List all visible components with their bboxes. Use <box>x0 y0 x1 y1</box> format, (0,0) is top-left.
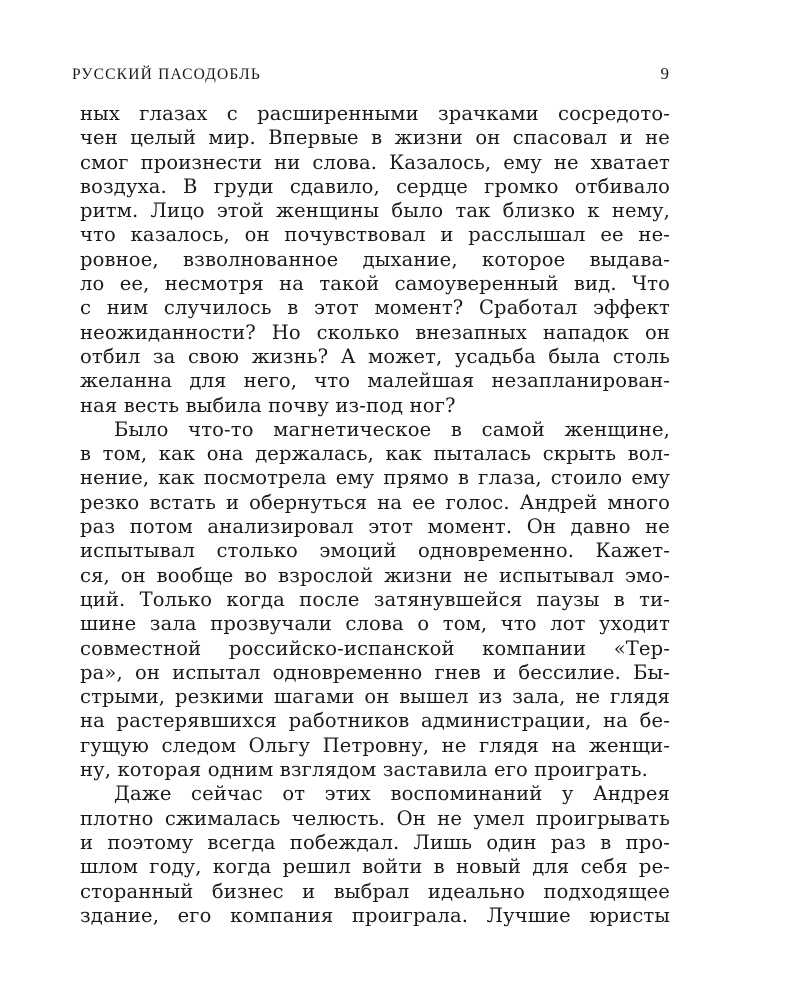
text-line: нение, как посмотрела ему прямо в глаза, стоило ему <box>80 466 670 490</box>
text-line: с ним случилось в этот момент? Сработал эффект <box>80 296 670 320</box>
text-line: ло ее, несмотря на такой самоуверенный вид. Что <box>80 272 670 296</box>
text-line: в том, как она держалась, как пыталась скрыть вол- <box>80 442 670 466</box>
text-line: чен целый мир. Впервые в жизни он спасовал и не <box>80 126 670 150</box>
text-line: ная весть выбила почву из-под ног? <box>80 393 456 417</box>
text-line: и поэтому всегда побеждал. Лишь один раз в про- <box>80 830 670 854</box>
page-number: 9 <box>660 64 669 83</box>
text-line: отбил за свою жизнь? А может, усадьба была столь <box>80 344 670 368</box>
text-line: испытывал столько эмоций одновременно. Кажет- <box>80 539 670 563</box>
text-line: Было что-то магнетическое в самой женщине, <box>114 417 670 441</box>
text-line: что казалось, он почувствовал и расслышал ее не- <box>80 223 670 247</box>
text-line: ритм. Лицо этой женщины было так близко к нему, <box>80 199 670 223</box>
text-line: ровное, взволнованное дыхание, которое выдава- <box>80 247 670 271</box>
text-line: желанна для него, что малейшая незапланирован- <box>80 369 670 393</box>
paragraph <box>80 102 670 418</box>
paragraph <box>80 782 670 928</box>
text-line: ных глазах с расширенными зрачками сосредото- <box>80 102 670 125</box>
text-line: резко встать и обернуться на ее голос. Андрей много <box>80 490 670 514</box>
text-line: смог произнести ни слова. Казалось, ему не хватает <box>80 150 670 174</box>
text-line: воздуха. В груди сдавило, сердце громко отбивало <box>80 174 670 198</box>
text-line: Даже сейчас от этих воспоминаний у Андрея <box>114 782 670 806</box>
paragraph <box>80 418 670 782</box>
book-title: РУССКИЙ ПАСОДОБЛЬ <box>72 66 261 83</box>
text-line: сторанный бизнес и выбрал идеально подходящее <box>80 879 670 903</box>
text-line: стрыми, резкими шагами он вышел из зала, не глядя <box>80 685 670 709</box>
text-line: ра», он испытал одновременно гнев и бессилие. Бы- <box>80 660 670 684</box>
text-line: ций. Только когда после затянувшейся паузы в ти- <box>80 587 670 611</box>
running-header <box>72 64 669 86</box>
body-text <box>80 102 670 928</box>
text-line: шине зала прозвучали слова о том, что лот уходит <box>80 612 670 636</box>
text-line: гущую следом Ольгу Петровну, не глядя на женщи- <box>80 733 670 757</box>
text-line: плотно сжималась челюсть. Он не умел проигрывать <box>80 806 670 830</box>
text-line: на растерявшихся работников администрации, на бе- <box>80 709 670 733</box>
text-line: ну, которая одним взглядом заставила его проиграть. <box>80 758 648 782</box>
text-line: совместной российско-испанской компании «Тер- <box>80 636 670 660</box>
text-line: неожиданности? Но сколько внезапных нападок он <box>80 320 670 344</box>
text-line: здание, его компания проиграла. Лучшие юристы <box>80 903 670 927</box>
text-line: шлом году, когда решил войти в новый для себя ре- <box>80 855 670 879</box>
text-line: раз потом анализировал этот момент. Он давно не <box>80 515 670 539</box>
text-line: ся, он вообще во взрослой жизни не испытывал эмо- <box>80 563 670 587</box>
